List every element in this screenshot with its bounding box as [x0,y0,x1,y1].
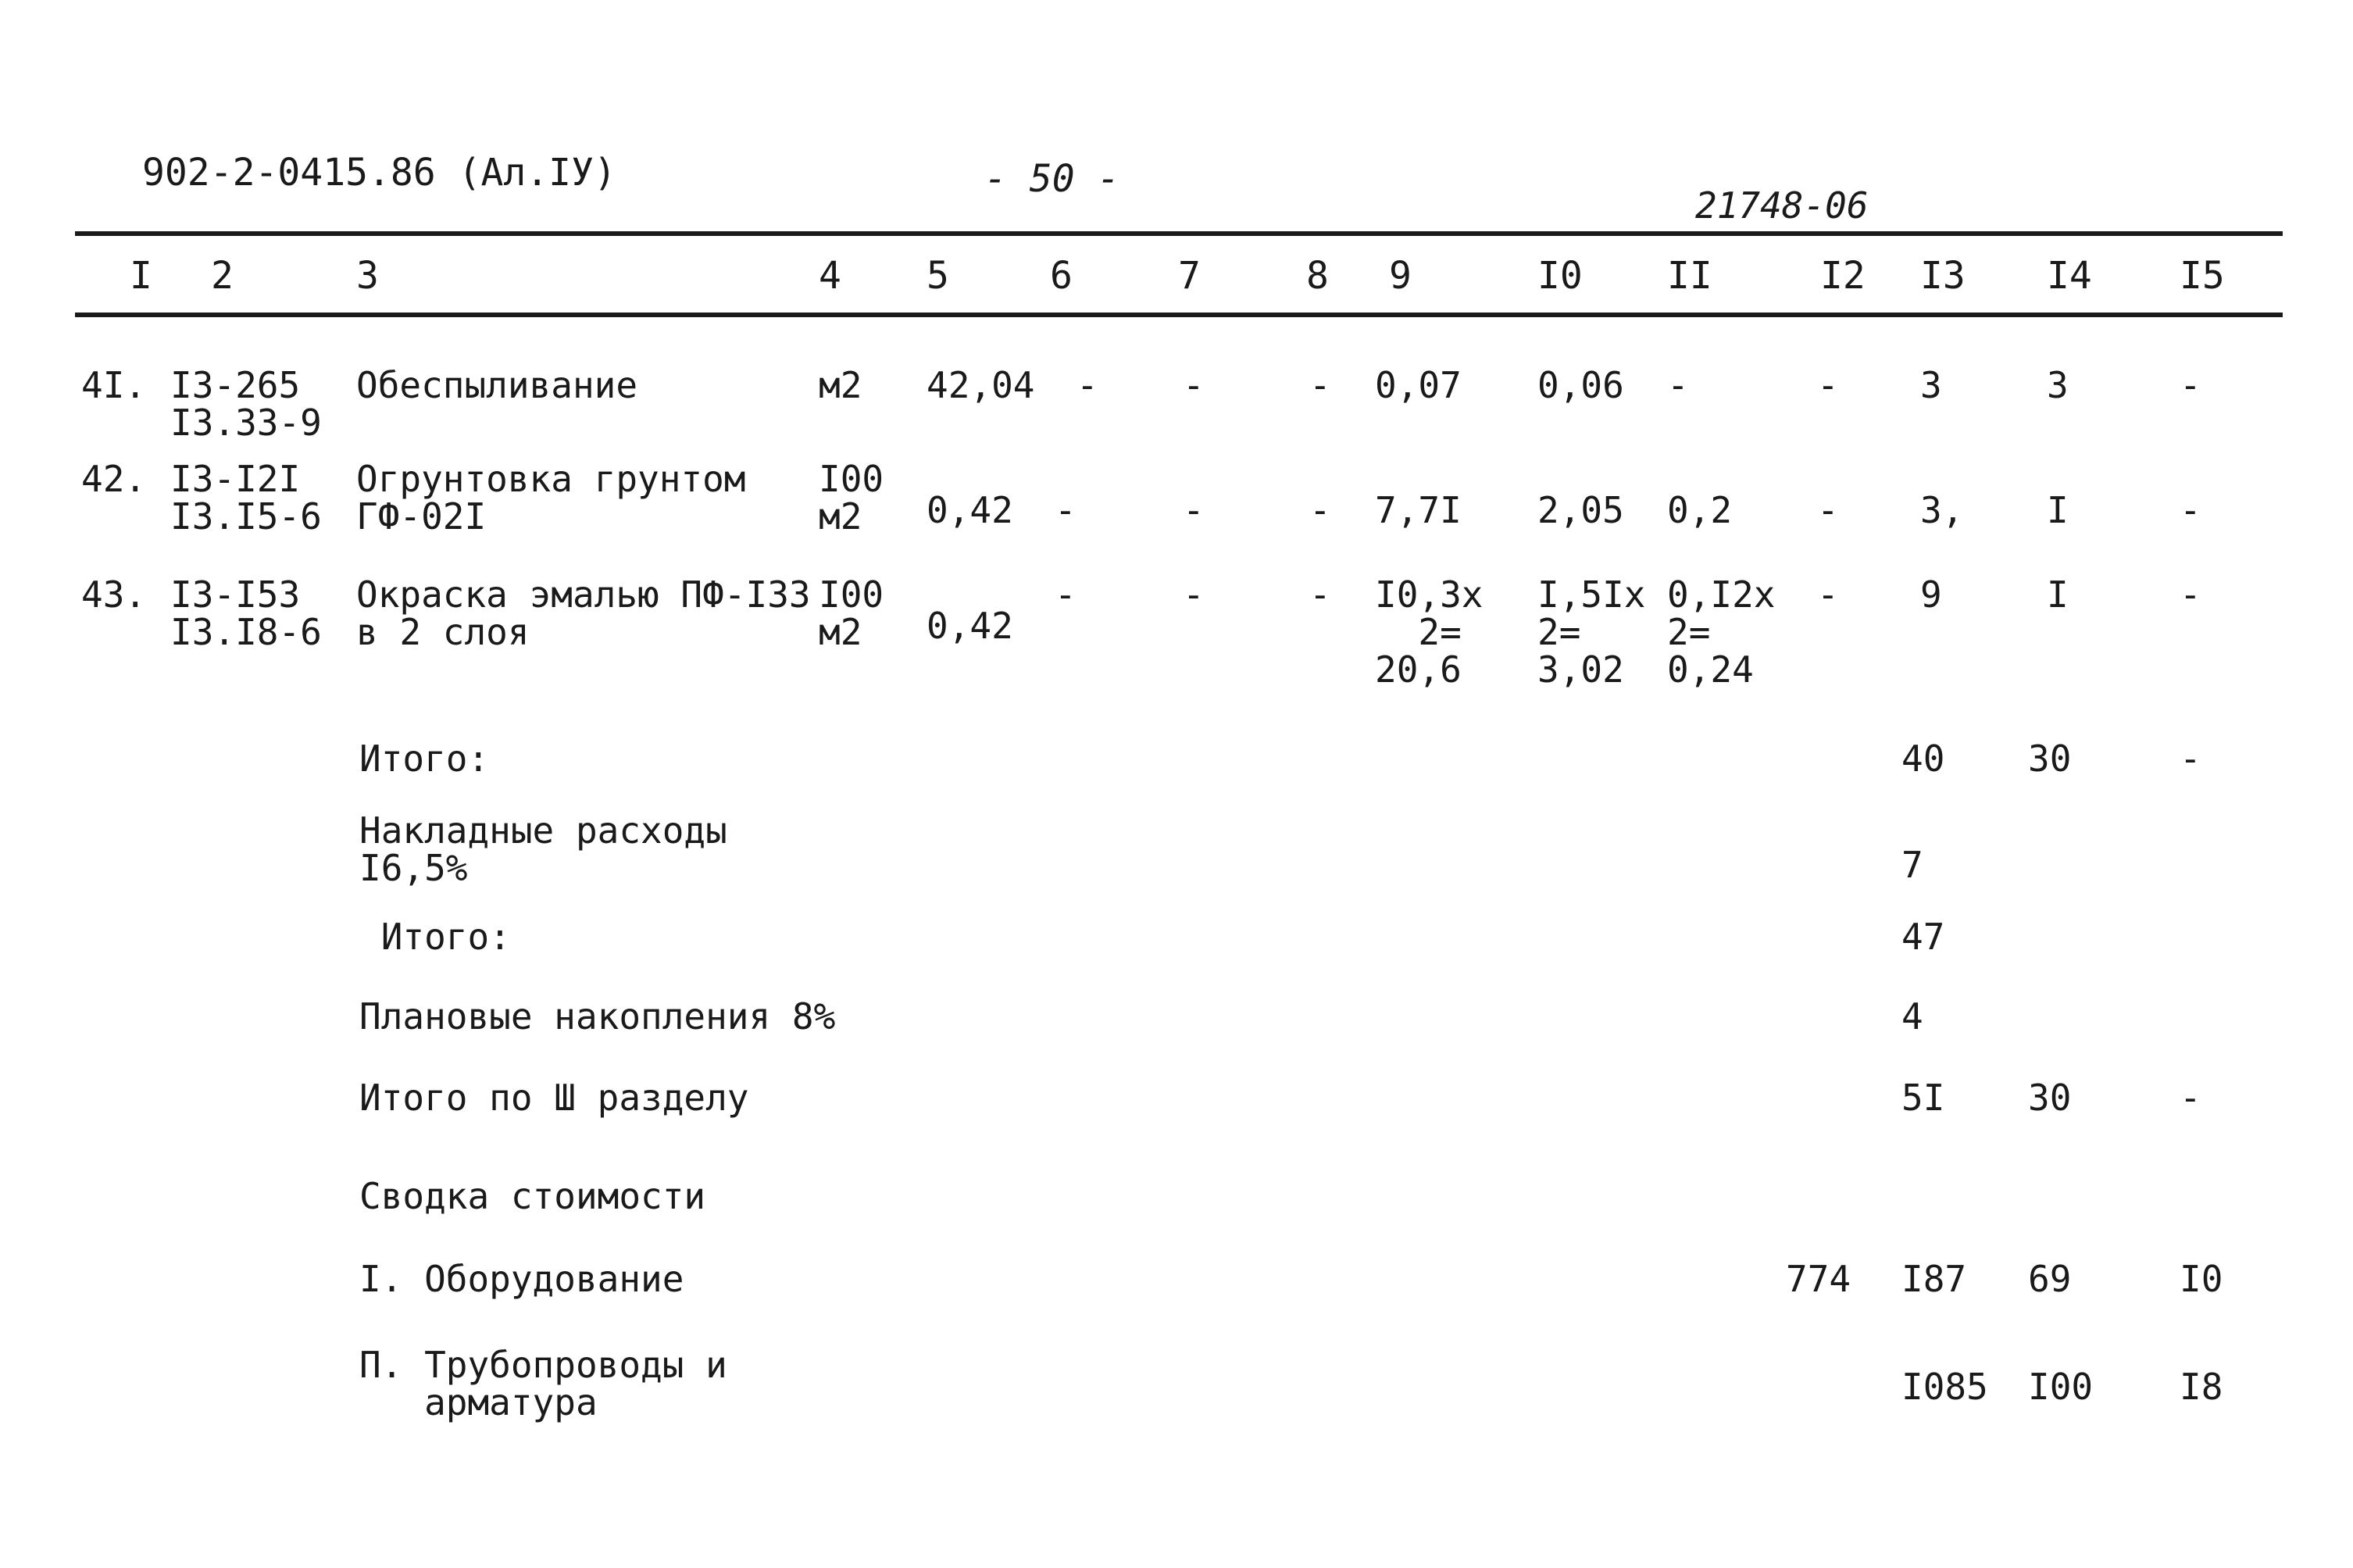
row-col14: I [2047,573,2069,616]
row-col15: - [2180,489,2201,531]
column-header-13: I3 [1920,254,1966,298]
column-header-11: II [1667,254,1712,298]
summary-col14: 30 [2028,738,2072,780]
row-col8: - [1309,364,1331,406]
column-header-5: 5 [927,254,949,298]
row-col13: 3 [1920,364,1942,406]
row-col7: - [1183,489,1205,531]
column-header-6: 6 [1050,254,1073,298]
row-col6: - [1077,364,1098,406]
row-col9: 2= [1375,611,1462,653]
summary-col15: I0 [2180,1258,2223,1300]
summary-col12: 774 [1786,1258,1851,1300]
row-col12: - [1817,573,1839,616]
summary-col14: 30 [2028,1077,2072,1119]
row-col9: 0,07 [1375,364,1462,406]
summary-label: Накладные расходы [359,809,727,852]
summary-label: Сводка стоимости [359,1175,706,1217]
row-col7: - [1183,364,1205,406]
column-header-9: 9 [1389,254,1412,298]
row-unit: I00 [819,573,884,616]
row-col6: - [1055,573,1077,616]
row-col15: - [2180,364,2201,406]
summary-col13: 7 [1901,844,1923,886]
row-col11: 0,2 [1667,489,1733,531]
row-col10: I,5Iх [1537,573,1646,616]
summary-col13: 47 [1901,916,1945,958]
row-quantity: 42,04 [927,364,1035,406]
column-header-4: 4 [819,254,841,298]
summary-col14: I00 [2028,1366,2094,1408]
row-quantity: 0,42 [927,489,1013,531]
row-col10: 2= [1537,611,1581,653]
column-header-7: 7 [1178,254,1201,298]
summary-label: Плановые накопления 8% [359,995,836,1038]
row-code: I3.I8-6 [170,611,322,653]
row-col12: - [1817,364,1839,406]
row-unit: I00 [819,458,884,500]
row-col15: - [2180,573,2201,616]
summary-label: арматура [359,1381,598,1423]
summary-col14: 69 [2028,1258,2072,1300]
row-col11: 0,I2х [1667,573,1776,616]
row-col10: 3,02 [1537,648,1624,691]
column-header-8: 8 [1306,254,1329,298]
column-header-14: I4 [2047,254,2092,298]
row-unit: м2 [819,495,862,538]
summary-label: Итого: [359,916,511,958]
row-col11: 2= [1667,611,1711,653]
summary-col13: 5I [1901,1077,1945,1119]
summary-col13: I87 [1901,1258,1967,1300]
column-header-12: I2 [1820,254,1866,298]
column-header-1: I [130,254,152,298]
row-number: 43. [81,573,147,616]
row-col10: 0,06 [1537,364,1624,406]
table-top-rule [75,231,2283,236]
summary-label: I. Оборудование [359,1258,684,1300]
row-col12: - [1817,489,1839,531]
row-col11: - [1667,364,1689,406]
page-number: - 50 - [984,157,1120,201]
row-col6: - [1055,489,1077,531]
row-number: 4I. [81,364,147,406]
column-header-2: 2 [211,254,234,298]
row-unit: м2 [819,611,862,653]
row-name: Обеспыливание [356,364,638,406]
row-name: в 2 слоя [356,611,530,653]
row-name: Огрунтовка грунтом [356,458,746,500]
sheet-code-handwritten: 21748-06 [1695,184,1869,227]
column-header-15: I5 [2180,254,2225,298]
row-name: Окраска эмалью ПФ-I33 [356,573,811,616]
summary-label: П. Трубопроводы и [359,1344,727,1386]
summary-label: Итого по Ш разделу [359,1077,749,1119]
document-id: 902-2-0415.86 (Ал.IУ) [142,151,616,195]
row-code: I3-I53 [170,573,301,616]
summary-col13: 4 [1901,995,1923,1038]
summary-label: I6,5% [359,847,468,889]
row-code: I3.33-9 [170,402,322,444]
row-number: 42. [81,458,147,500]
row-col11: 0,24 [1667,648,1754,691]
row-col13: 9 [1920,573,1942,616]
column-header-10: I0 [1537,254,1583,298]
row-col7: - [1183,573,1205,616]
row-col10: 2,05 [1537,489,1624,531]
summary-col13: I085 [1901,1366,1988,1408]
row-col9: 20,6 [1375,648,1462,691]
row-name: ГФ-02I [356,495,487,538]
summary-col15: I8 [2180,1366,2223,1408]
row-code: I3.I5-6 [170,495,322,538]
summary-label: Итого: [359,738,490,780]
summary-col15: - [2180,1077,2201,1119]
row-col14: I [2047,489,2069,531]
row-code: I3-I2I [170,458,301,500]
column-header-3: 3 [356,254,379,298]
row-quantity: 0,42 [927,605,1013,647]
row-col8: - [1309,573,1331,616]
row-col8: - [1309,489,1331,531]
row-col9: I0,3х [1375,573,1484,616]
summary-col13: 40 [1901,738,1945,780]
row-code: I3-265 [170,364,301,406]
row-col14: 3 [2047,364,2069,406]
row-unit: м2 [819,364,862,406]
row-col13: 3, [1920,489,1964,531]
row-col9: 7,7I [1375,489,1462,531]
summary-col15: - [2180,738,2201,780]
table-header-rule [75,313,2283,317]
